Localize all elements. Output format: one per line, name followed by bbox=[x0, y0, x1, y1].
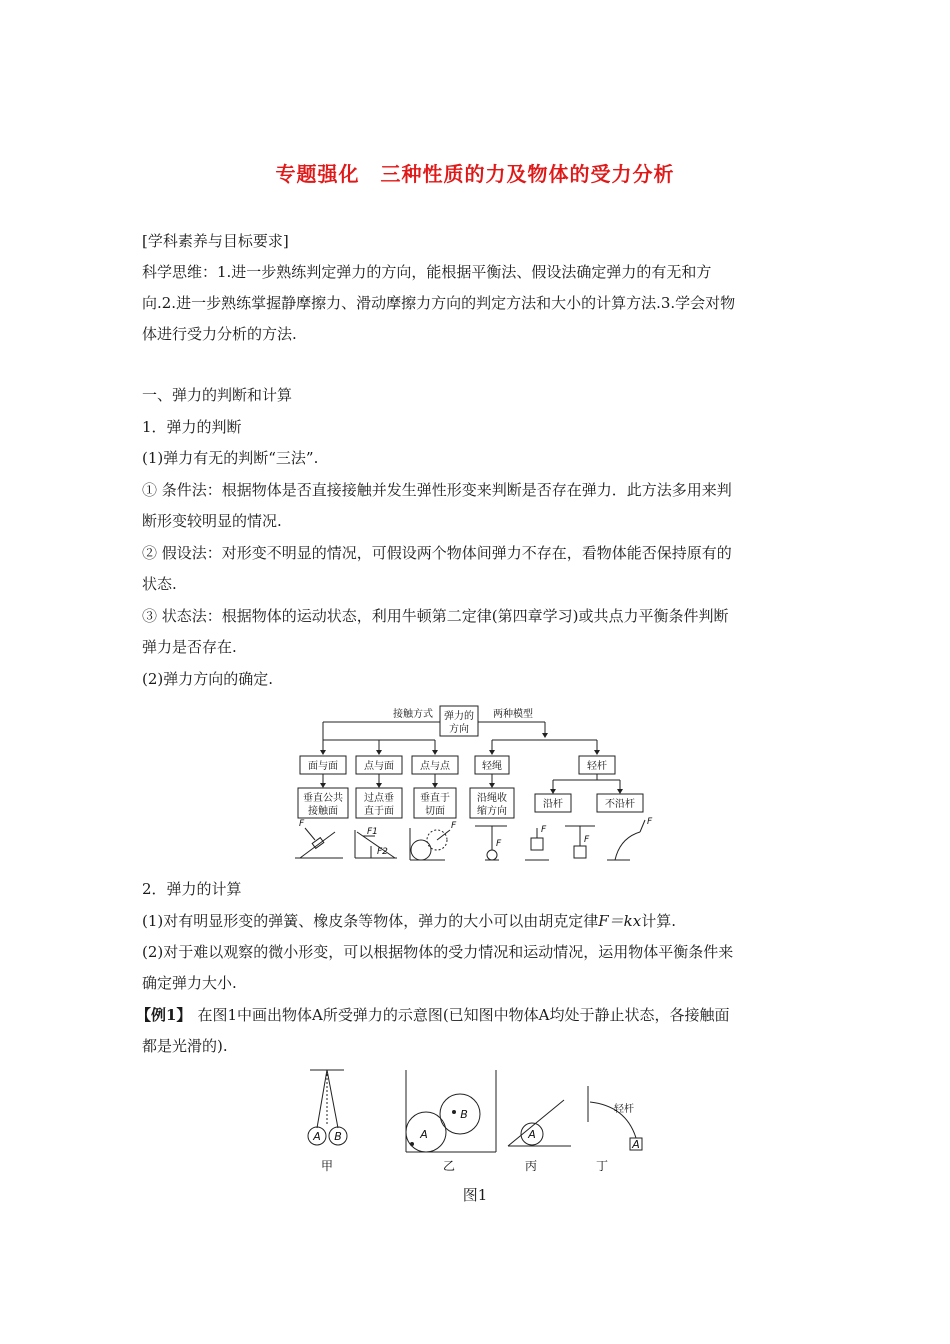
force-label: F bbox=[584, 835, 590, 845]
block-a-label: A bbox=[632, 1138, 640, 1151]
page-title: 专题强化 三种性质的力及物体的受力分析 bbox=[275, 162, 675, 186]
panel-label: 丁 bbox=[595, 1159, 609, 1173]
goals-header: [学科素养与目标要求] bbox=[142, 232, 289, 250]
ball-b-label: B bbox=[460, 1108, 468, 1121]
contact-label: 面与面 bbox=[308, 761, 338, 772]
root-label: 方向 bbox=[449, 724, 469, 735]
method-line: ② 假设法：对形变不明显的情况，可假设两个物体间弹力不存在，看物体能否保持原有的 bbox=[142, 544, 732, 562]
rule-label: 缩方向 bbox=[477, 806, 507, 817]
rule-label: 沿绳收 bbox=[477, 793, 507, 804]
goals-line-3: 体进行受力分析的方法. bbox=[142, 325, 297, 343]
rule-label: 接触面 bbox=[308, 806, 338, 817]
branch-label: 接触方式 bbox=[393, 709, 433, 720]
item-text: (1)弹力有无的判断“三法”. bbox=[142, 449, 319, 467]
contact-label: 点与面 bbox=[364, 761, 394, 772]
item-text: (2)弹力方向的确定. bbox=[142, 670, 274, 688]
panel-label: 丙 bbox=[524, 1159, 538, 1173]
root-label: 弹力的 bbox=[444, 711, 474, 722]
method-line: 状态. bbox=[142, 575, 177, 593]
method-line: ③ 状态法：根据物体的运动状态，利用牛顿第二定律(第四章学习)或共点力平衡条件判断 bbox=[142, 607, 729, 625]
example-label: 【例1】 bbox=[136, 1006, 192, 1024]
figure-caption: 图1 bbox=[462, 1186, 488, 1204]
subsection-heading: 1．弹力的判断 bbox=[142, 418, 242, 436]
item-text bbox=[142, 911, 676, 931]
method-line: 弹力是否存在. bbox=[142, 638, 237, 656]
rope-label: 轻绳 bbox=[482, 761, 502, 772]
item-text-post: 计算. bbox=[641, 912, 677, 930]
hooke-formula: F＝kx bbox=[598, 912, 642, 930]
force-label: F bbox=[496, 839, 502, 849]
force-label: F bbox=[299, 819, 305, 829]
item-text: 确定弹力大小. bbox=[142, 974, 237, 992]
example-line: 都是光滑的). bbox=[142, 1037, 228, 1055]
panel-label: 甲 bbox=[320, 1159, 334, 1173]
goals-line-2: 向.2.进一步熟练掌握静摩擦力、滑动摩擦力方向的判定方法和大小的计算方法.3.学会对物 bbox=[142, 294, 736, 312]
ball-a-label: A bbox=[420, 1128, 428, 1141]
item-text-pre: (1)对有明显形变的弹簧、橡皮条等物体，弹力的大小可以由胡克定律 bbox=[142, 912, 599, 930]
item-text: (2)对于难以观察的微小形变，可以根据物体的受力情况和运动情况，运用物体平衡条件来 bbox=[142, 943, 734, 961]
rule-label: 直于面 bbox=[364, 806, 394, 817]
rod-label: 轻杆 bbox=[587, 761, 607, 772]
rule-label: 切面 bbox=[425, 806, 445, 817]
ball-a-label: A bbox=[313, 1130, 321, 1143]
rod-rule-label: 沿杆 bbox=[543, 799, 563, 810]
ball-a-label: A bbox=[528, 1128, 536, 1141]
rod-rule-label: 不沿杆 bbox=[605, 799, 635, 810]
goals-line-1: 科学思维：1.进一步熟练判定弹力的方向，能根据平衡法、假设法确定弹力的有无和方 bbox=[142, 263, 712, 281]
rule-label: 垂直于 bbox=[420, 793, 450, 804]
branch-label: 两种模型 bbox=[493, 709, 533, 720]
method-line: 断形变较明显的情况. bbox=[142, 512, 282, 530]
force-label: F1 bbox=[367, 827, 378, 837]
force-label: F bbox=[541, 825, 547, 835]
example-line bbox=[136, 1005, 730, 1025]
force-label: F2 bbox=[377, 847, 388, 857]
rule-label: 过点垂 bbox=[364, 793, 394, 804]
subsection-heading: 2．弹力的计算 bbox=[142, 880, 242, 898]
rod-label: 轻杆 bbox=[614, 1104, 634, 1115]
contact-label: 点与点 bbox=[420, 761, 450, 772]
figure-1 bbox=[296, 1066, 656, 1176]
rule-label: 垂直公共 bbox=[303, 793, 343, 804]
method-line: ① 条件法：根据物体是否直接接触并发生弹性形变来判断是否存在弹力．此方法多用来判 bbox=[142, 481, 732, 499]
example-text: 在图1中画出物体A所受弹力的示意图(已知图中物体A均处于静止状态，各接触面 bbox=[197, 1006, 730, 1024]
force-label: F bbox=[647, 817, 653, 827]
panel-label: 乙 bbox=[442, 1159, 456, 1173]
section-heading: 一、弹力的判断和计算 bbox=[142, 386, 293, 404]
elastic-force-direction-diagram bbox=[285, 700, 665, 870]
force-label: F bbox=[451, 821, 457, 831]
ball-b-label: B bbox=[334, 1130, 342, 1143]
